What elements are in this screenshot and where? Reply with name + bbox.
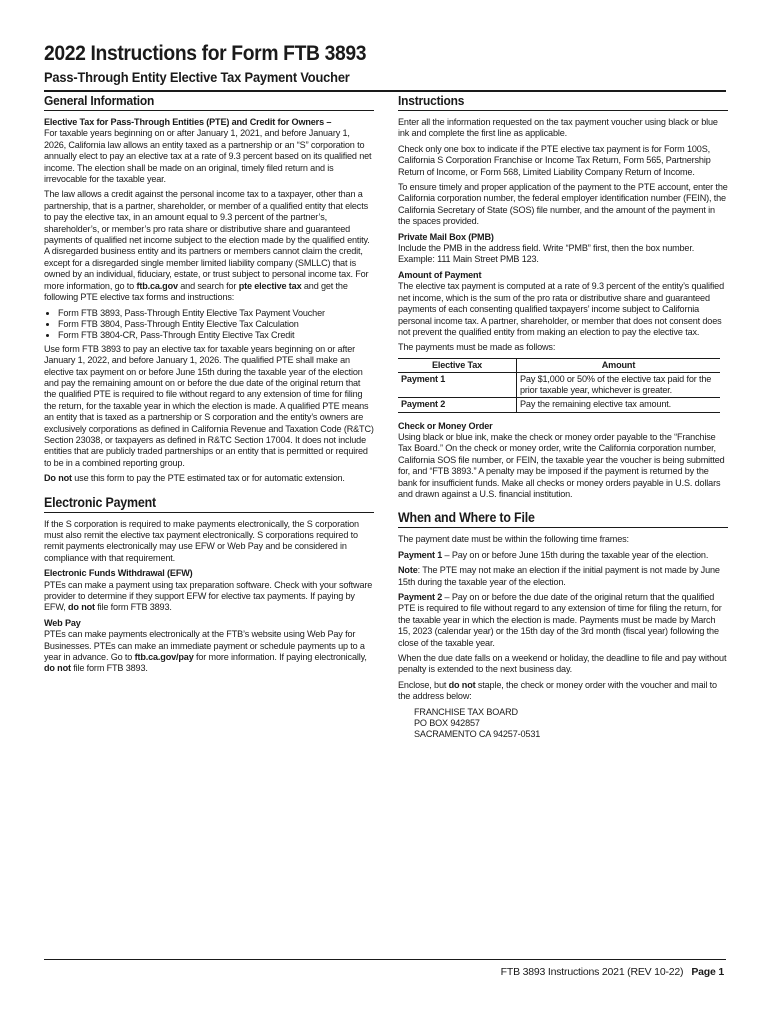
web-pay-emphasis: do not <box>44 663 71 674</box>
instructions-paragraph-2: Check only one box to indicate if the PTE elective tax payment is for Form 100S, California S Corporation Franchise or Income Tax Return, Form 565, Partnership Return of Income, or Form 568, Limited Liability Company Return of Income. <box>398 143 711 177</box>
payment-1-paragraph <box>398 550 728 561</box>
payment-2-text: – Pay on or before the due date of the original return that the qualified PTE is required to file without regard to any extension of time for filing the return, for the taxable year in which the election is made. Payments must be made by March 15, 2023 (calendar year) or the 15th day of the 3rd month (fiscal year) following the close of the taxable year. <box>398 592 722 648</box>
table-header-row <box>398 358 720 372</box>
table-cell-amount: Pay the remaining elective tax amount. <box>517 398 721 412</box>
address-line: SACRAMENTO CA 94257-0531 <box>414 729 541 740</box>
electronic-payment-heading: Electronic Payment <box>44 494 156 510</box>
table-header-amount: Amount <box>517 358 721 372</box>
credit-text-2: and search for <box>177 280 239 291</box>
when-where-heading: When and Where to File <box>398 510 535 526</box>
payment-2-label: Payment 2 <box>398 592 443 602</box>
enclose-emphasis: do not <box>448 679 476 690</box>
section-rule <box>44 110 374 111</box>
footer-divider <box>44 959 726 960</box>
page-footer <box>501 966 724 978</box>
payment-1-text: – Pay on or before June 15th during the taxable year of the election. <box>442 549 709 560</box>
pmb-paragraph: Include the PMB in the address field. Write “PMB” first, then the box number. Example: 111 Main Street PMB 123. <box>398 243 695 265</box>
search-term: pte elective tax <box>238 280 302 291</box>
list-item: • Form FTB 3804, Pass-Through Entity Elective Tax Calculation <box>58 319 374 330</box>
efw-paragraph <box>44 580 374 614</box>
enclose-text-2: staple, the check or money order with the voucher and mail to the address below: <box>398 679 717 702</box>
table-cell-label: Payment 1 <box>398 372 517 397</box>
web-pay-paragraph <box>44 629 374 675</box>
do-not-text: use this form to pay the PTE estimated tax or for automatic extension. <box>71 473 345 484</box>
efw-subheading: Electronic Funds Withdrawal (EFW) <box>44 568 193 579</box>
credit-text: The law allows a credit against the personal income tax to a taxpayer, other than a partnership, that is a partner, shareholder, or member of a qualified entity that elects to pay the elective tax, in an amount equal to 9.3 percent of the partner’s, shareholder’s, or member’s pro rata share or distributive share and guaranteed payments of qualified net income subject to the election made by the qualified entity. A disregarded business entity and its partners or members cannot claim the credit, except for a disregarded single member limited liability company (SMLLC) that is owned by an individual, fiduciary, estate, or trust subject to personal income tax. For more information, go to <box>44 189 370 291</box>
table-row <box>398 398 720 412</box>
section-rule <box>398 527 728 528</box>
credit-paragraph <box>44 189 374 303</box>
note-label: Note <box>398 565 418 576</box>
table-cell-label: Payment 2 <box>398 398 517 412</box>
amount-subheading: Amount of Payment <box>398 269 482 280</box>
mailing-address <box>398 707 728 741</box>
forms-list <box>44 308 374 342</box>
ftb-website-link[interactable]: ftb.ca.gov <box>136 280 178 291</box>
note-text: : The PTE may not make an election if the initial payment is not made by June 15th during the taxable year of the election. <box>398 565 720 587</box>
payment-2-paragraph <box>398 592 728 649</box>
amount-paragraph: The elective tax payment is computed at a rate of 9.3 percent of the entity’s qualified net income, which is the sum of the pro rata or distributive share and guaranteed payments of each consenting qualified taxpayers’ income subject to California personal income tax. A partner, shareholder, or member that does not consent does not prevent the qualified entity from making an election to pay the elective tax. <box>398 281 724 337</box>
left-column <box>44 93 374 679</box>
web-pay-text: PTEs can make payments electronically at the FTB’s website using Web Pay for Businesses. PTEs can make an immediate payment or schedule payments up to a year in advance. Go to <box>44 629 365 663</box>
electronic-payment-paragraph: If the S corporation is required to make payments electronically, the S corporation must also remit the elective tax payment electronically. S corporations required to remit payments electronically may use EFW or Web Pay and be considered in compliance with that requirement. <box>44 518 359 563</box>
table-header-elective-tax: Elective Tax <box>398 358 517 372</box>
table-cell-amount: Pay $1,000 or 50% of the elective tax paid for the prior taxable year, whichever is greater. <box>517 372 721 397</box>
list-item: • Form FTB 3893, Pass-Through Entity Elective Tax Payment Voucher <box>58 308 374 319</box>
instructions-heading: Instructions <box>398 93 465 108</box>
list-item: • Form FTB 3804-CR, Pass-Through Entity Elective Tax Credit <box>58 330 374 341</box>
check-paragraph: Using black or blue ink, make the check or money order payable to the “Franchise Tax Board.” On the check or money order, write the California corporation number, California SOS file number, or FEIN, the taxable year the voucher is being submitted for, and “FTB 3893.” A penalty may be imposed if the payment is returned by the bank for insufficient funds. Make all checks or money orders payable in U.S. dollars and drawn against a U.S. financial institution. <box>398 431 725 499</box>
web-pay-subheading: Web Pay <box>44 617 81 628</box>
efw-emphasis: do not <box>68 602 95 613</box>
web-pay-text-3: file form FTB 3893. <box>70 663 148 674</box>
general-information-heading: General Information <box>44 93 155 108</box>
do-not-use-paragraph <box>44 473 374 484</box>
right-column <box>398 93 728 741</box>
elective-tax-subheading: Elective Tax for Pass-Through Entities (PTE) and Credit for Owners – <box>44 117 332 127</box>
instructions-paragraph-3: To ensure timely and proper application of the payment to the PTE account, enter the California corporation number, the federal employer identification number (FEIN), the California Secretary of State (SOS) file number, and the amount of the payment in the spaces provided. <box>398 182 728 227</box>
efw-text-2: file form FTB 3893. <box>94 602 172 613</box>
weekend-paragraph: When the due date falls on a weekend or holiday, the deadline to file and pay without penalty is extended to the next business day. <box>398 653 727 675</box>
credit-text-3: and get the following PTE elective tax forms and instructions: <box>44 280 348 303</box>
section-rule <box>44 512 374 513</box>
efw-text: PTEs can make a payment using tax preparation software. Check with your software provider to determine if they support EFW for elective tax payments. If paying by EFW, <box>44 579 373 613</box>
elective-tax-paragraph: For taxable years beginning on or after January 1, 2021, and before January 1, 2026, California law allows an entity taxed as a partnership or an “S” corporation to annually elect to pay an elective tax at a rate of 9.3 percent based on its qualified net income. The election shall be made on an original, timely filed return and is irrevocable for the taxable year. <box>44 128 372 185</box>
check-subheading: Check or Money Order <box>398 420 493 431</box>
ftb-pay-link[interactable]: ftb.ca.gov/pay <box>134 652 194 663</box>
page-title: 2022 Instructions for Form FTB 3893 <box>44 42 367 65</box>
note-paragraph <box>398 565 728 588</box>
payment-1-label: Payment 1 <box>398 549 443 560</box>
timeframes-paragraph: The payment date must be within the following time frames: <box>398 534 629 545</box>
instructions-paragraph-1: Enter all the information requested on the tax payment voucher using black or blue ink and complete the first line as applicable. <box>398 117 718 139</box>
title-divider <box>44 90 726 92</box>
do-not-emphasis: Do not <box>44 473 72 484</box>
page-subtitle: Pass-Through Entity Elective Tax Payment Voucher <box>44 69 350 85</box>
address-line: PO BOX 942857 <box>414 718 480 729</box>
section-rule <box>398 110 728 111</box>
use-form-paragraph: Use form FTB 3893 to pay an elective tax for taxable years beginning on or after January 1, 2022, and before January 1, 2026. The qualified PTE shall make an elective tax payment on or before June 15th during the taxable year of the election and pay the remaining amount on or before the due date of the original return that the qualified PTE is required to file without regard to any extension of time for filing the return, for the taxable year in which the election is made. A qualified PTE means an entity that is taxed as a partnership or S corporation and the entity’s owners are exclusively corporations as defined in California Revenue and Taxation Code (R&TC) Section 23038, or taxpayers as defined in R&TC Section 17004. It does not include entities that are publicly traded partnerships or an entity that is permitted or required to be in a combined reporting group. <box>44 343 374 468</box>
address-line: FRANCHISE TAX BOARD <box>414 706 518 717</box>
payment-schedule-table <box>398 358 720 413</box>
enclose-text: Enclose, but <box>398 679 449 690</box>
enclose-paragraph <box>398 680 728 703</box>
web-pay-text-2: for more information. If paying electronically, <box>193 652 367 663</box>
payments-intro: The payments must be made as follows: <box>398 342 556 353</box>
pmb-subheading: Private Mail Box (PMB) <box>398 231 494 242</box>
table-row <box>398 372 720 397</box>
page-number: Page 1 <box>691 966 724 978</box>
footer-form-text: FTB 3893 Instructions 2021 (REV 10-22) <box>500 966 684 978</box>
